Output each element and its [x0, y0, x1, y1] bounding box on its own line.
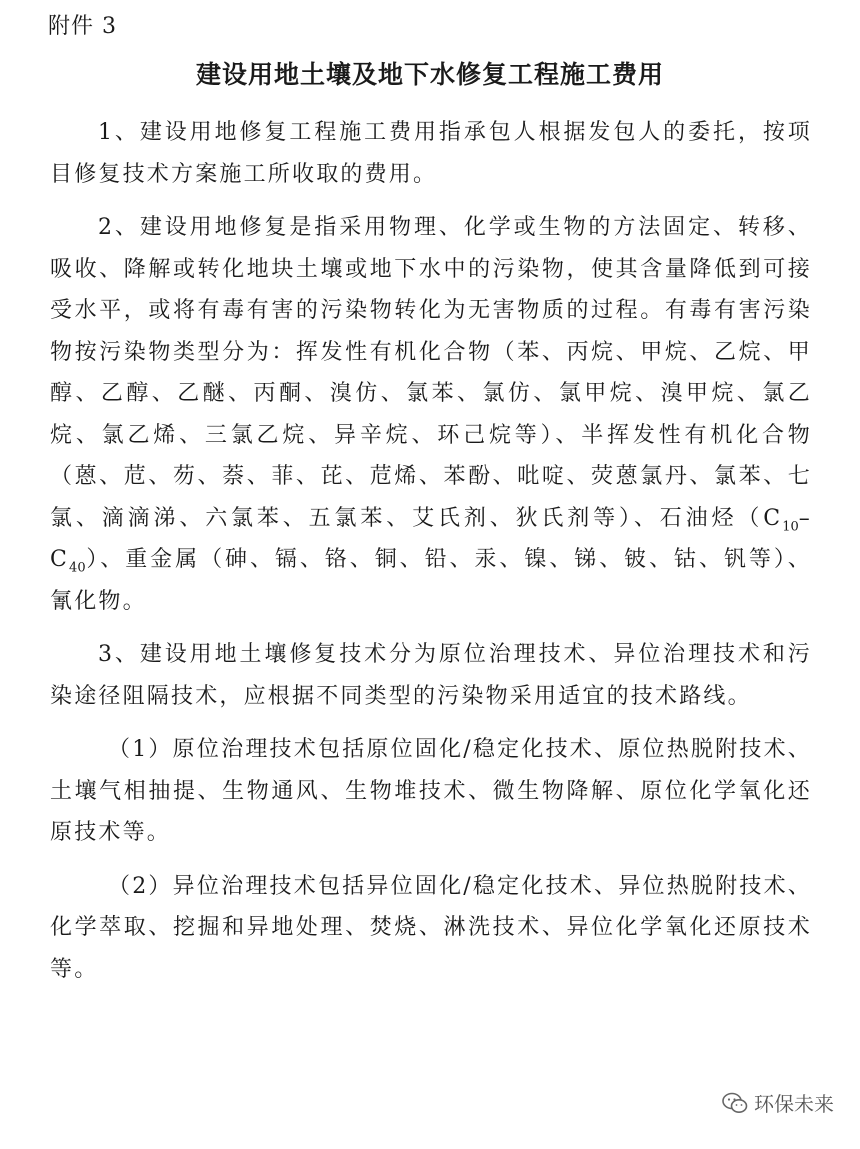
subscript-10: 10 [782, 518, 799, 534]
attachment-label: 附件 3 [48, 14, 117, 39]
paragraph-5: （2）异位治理技术包括异位固化/稳定化技术、异位热脱附技术、化学萃取、挖掘和异地处理、焚烧、淋洗技术、异位化学氧化还原技术等。 [50, 873, 812, 982]
subscript-40: 40 [69, 560, 86, 576]
paragraph-2-text-mid: –C [50, 505, 812, 572]
wechat-icon [722, 1092, 748, 1114]
document-body [50, 112, 812, 1002]
paragraph-2-text-before: 2、建设用地修复是指采用物理、化学或生物的方法固定、转移、吸收、降解或转化地块土壤或地下水中的污染物，使其含量降低到可接受水平，或将有毒有害的污染物转化为无害物质的过程。有毒有害污染物按污染物类型分为：挥发性有机化合物（苯、丙烷、甲烷、乙烷、甲醇、乙醇、乙醚、丙酮、溴仿、氯苯、氯仿、氯甲烷、溴甲烷、氯乙烷、氯乙烯、三氯乙烷、异辛烷、环己烷等）、半挥发性有机化合物（蒽、苊、芴、萘、菲、芘、苊烯、苯酚、吡啶、荧蒽氯丹、氯苯、七氯、滴滴涕、六氯苯、五氯苯、艾氏剂、狄氏剂等）、石油烃（C [50, 215, 812, 531]
watermark-text: 环保未来 [754, 1092, 834, 1116]
document-title: 建设用地土壤及地下水修复工程施工费用 [195, 60, 664, 89]
paragraph-1: 1、建设用地修复工程施工费用指承包人根据发包人的委托，按项目修复技术方案施工所收取的费用。 [50, 120, 812, 187]
paragraph-2-text-after: ）、重金属（砷、镉、铬、铜、铅、汞、镍、锑、铍、钴、钒等）、氰化物。 [50, 547, 812, 614]
paragraph-4: （1）原位治理技术包括原位固化/稳定化技术、原位热脱附技术、土壤气相抽提、生物通风、生物堆技术、微生物降解、原位化学氧化还原技术等。 [50, 737, 812, 845]
watermark [718, 1086, 838, 1119]
paragraph-3: 3、建设用地土壤修复技术分为原位治理技术、异位治理技术和污染途径阻隔技术，应根据不同类型的污染物采用适宜的技术路线。 [50, 642, 812, 709]
paragraph-2 [50, 207, 812, 622]
